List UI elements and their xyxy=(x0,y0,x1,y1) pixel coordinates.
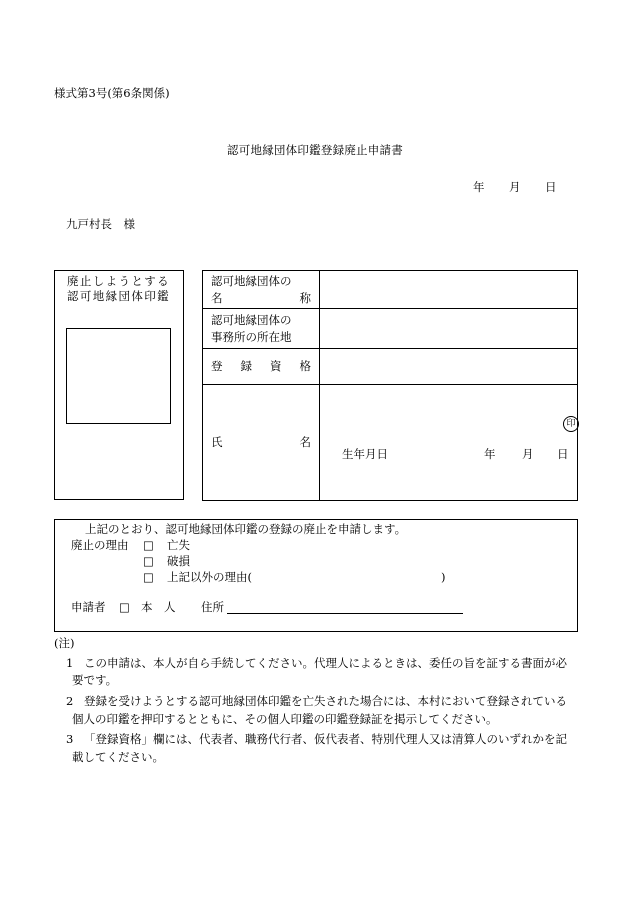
applicant-label: 申請者 xyxy=(71,600,106,614)
reason-3-close: ) xyxy=(441,570,446,584)
org-name-label-char-a: 名 xyxy=(211,290,223,305)
birth-day: 日 xyxy=(557,447,569,461)
address-input[interactable] xyxy=(227,599,463,614)
representative-name-field[interactable] xyxy=(320,385,578,501)
qualification-char-4: 格 xyxy=(299,359,311,373)
applicant-self-checkbox[interactable]: □ xyxy=(119,600,130,614)
org-name-label xyxy=(203,271,320,309)
org-name-label-char-b: 称 xyxy=(299,290,311,305)
office-address-label-line2: 事務所の所在地 xyxy=(211,329,292,344)
birth-date-label: 生年月日 xyxy=(342,447,388,461)
reason-2-label: 破損 xyxy=(167,554,190,568)
office-address-label xyxy=(203,309,320,349)
org-name-field[interactable] xyxy=(320,271,578,309)
date-month: 月 xyxy=(509,180,521,194)
birth-year: 年 xyxy=(484,447,496,461)
address-label: 住所 xyxy=(201,600,224,614)
note-2-line2: 個人の印鑑を押印するとともに、その個人印鑑の印鑑登録証を掲示してください。 xyxy=(72,712,498,726)
name-label-char-b: 名 xyxy=(299,435,311,449)
qualification-char-3: 資 xyxy=(270,359,282,373)
seal-stamp-icon: 印 xyxy=(563,416,579,432)
seal-box-label-line2: 認可地縁団体印鑑 xyxy=(67,289,171,303)
qualification-label xyxy=(203,349,320,385)
qualification-char-2: 録 xyxy=(240,359,252,373)
addressee: 九戸村長 様 xyxy=(66,217,135,231)
note-2-line1: 登録を受けようとする認可地縁団体印鑑を亡失された場合には、本村において登録されている xyxy=(84,694,567,708)
note-1-line2: 要です。 xyxy=(72,673,118,687)
seal-impression-area[interactable] xyxy=(66,328,171,424)
note-3-number: 3 xyxy=(66,732,74,746)
page-title: 認可地縁団体印鑑登録廃止申請書 xyxy=(227,143,403,157)
note-3-line2: 載してください。 xyxy=(72,750,164,764)
note-3-line1: 「登録資格」欄には、代表者、職務代行者、仮代表者、特別代理人又は清算人のいずれかを記 xyxy=(84,732,567,746)
office-address-field[interactable] xyxy=(320,309,578,349)
note-2-number: 2 xyxy=(66,694,74,708)
seal-box-label-line1: 廃止しようとする xyxy=(67,274,171,288)
notes-header: (注) xyxy=(54,636,75,650)
applicant-self-label: 本 人 xyxy=(141,600,176,614)
applicant-table xyxy=(202,270,578,501)
birth-month: 月 xyxy=(522,447,534,461)
qualification-field[interactable] xyxy=(320,349,578,385)
qualification-char-1: 登 xyxy=(211,359,223,373)
note-1-line1: この申請は、本人が自ら手続してください。代理人によるときは、委任の旨を証する書面が必 xyxy=(84,656,567,670)
request-statement: 上記のとおり、認可地縁団体印鑑の登録の廃止を申請します。 xyxy=(85,522,407,536)
request-box xyxy=(54,519,578,632)
reason-3-label: 上記以外の理由( xyxy=(167,570,252,584)
org-name-label-line1: 認可地縁団体の xyxy=(211,273,292,288)
reason-1-checkbox[interactable]: □ xyxy=(143,538,154,552)
reason-1-label: 亡失 xyxy=(167,538,190,552)
name-label-char-a: 氏 xyxy=(211,435,223,449)
seal-box-label xyxy=(67,274,179,304)
representative-name-label xyxy=(203,385,320,501)
date-day: 日 xyxy=(545,180,557,194)
note-1-number: 1 xyxy=(66,656,74,670)
reason-label: 廃止の理由 xyxy=(71,538,129,552)
org-name-label-line2 xyxy=(211,290,311,307)
form-number: 様式第3号(第6条関係) xyxy=(54,86,170,100)
date-year: 年 xyxy=(473,180,485,194)
reason-3-input[interactable] xyxy=(263,570,439,585)
reason-3-checkbox[interactable]: □ xyxy=(143,570,154,584)
reason-2-checkbox[interactable]: □ xyxy=(143,554,154,568)
office-address-label-line1: 認可地縁団体の xyxy=(211,312,292,327)
